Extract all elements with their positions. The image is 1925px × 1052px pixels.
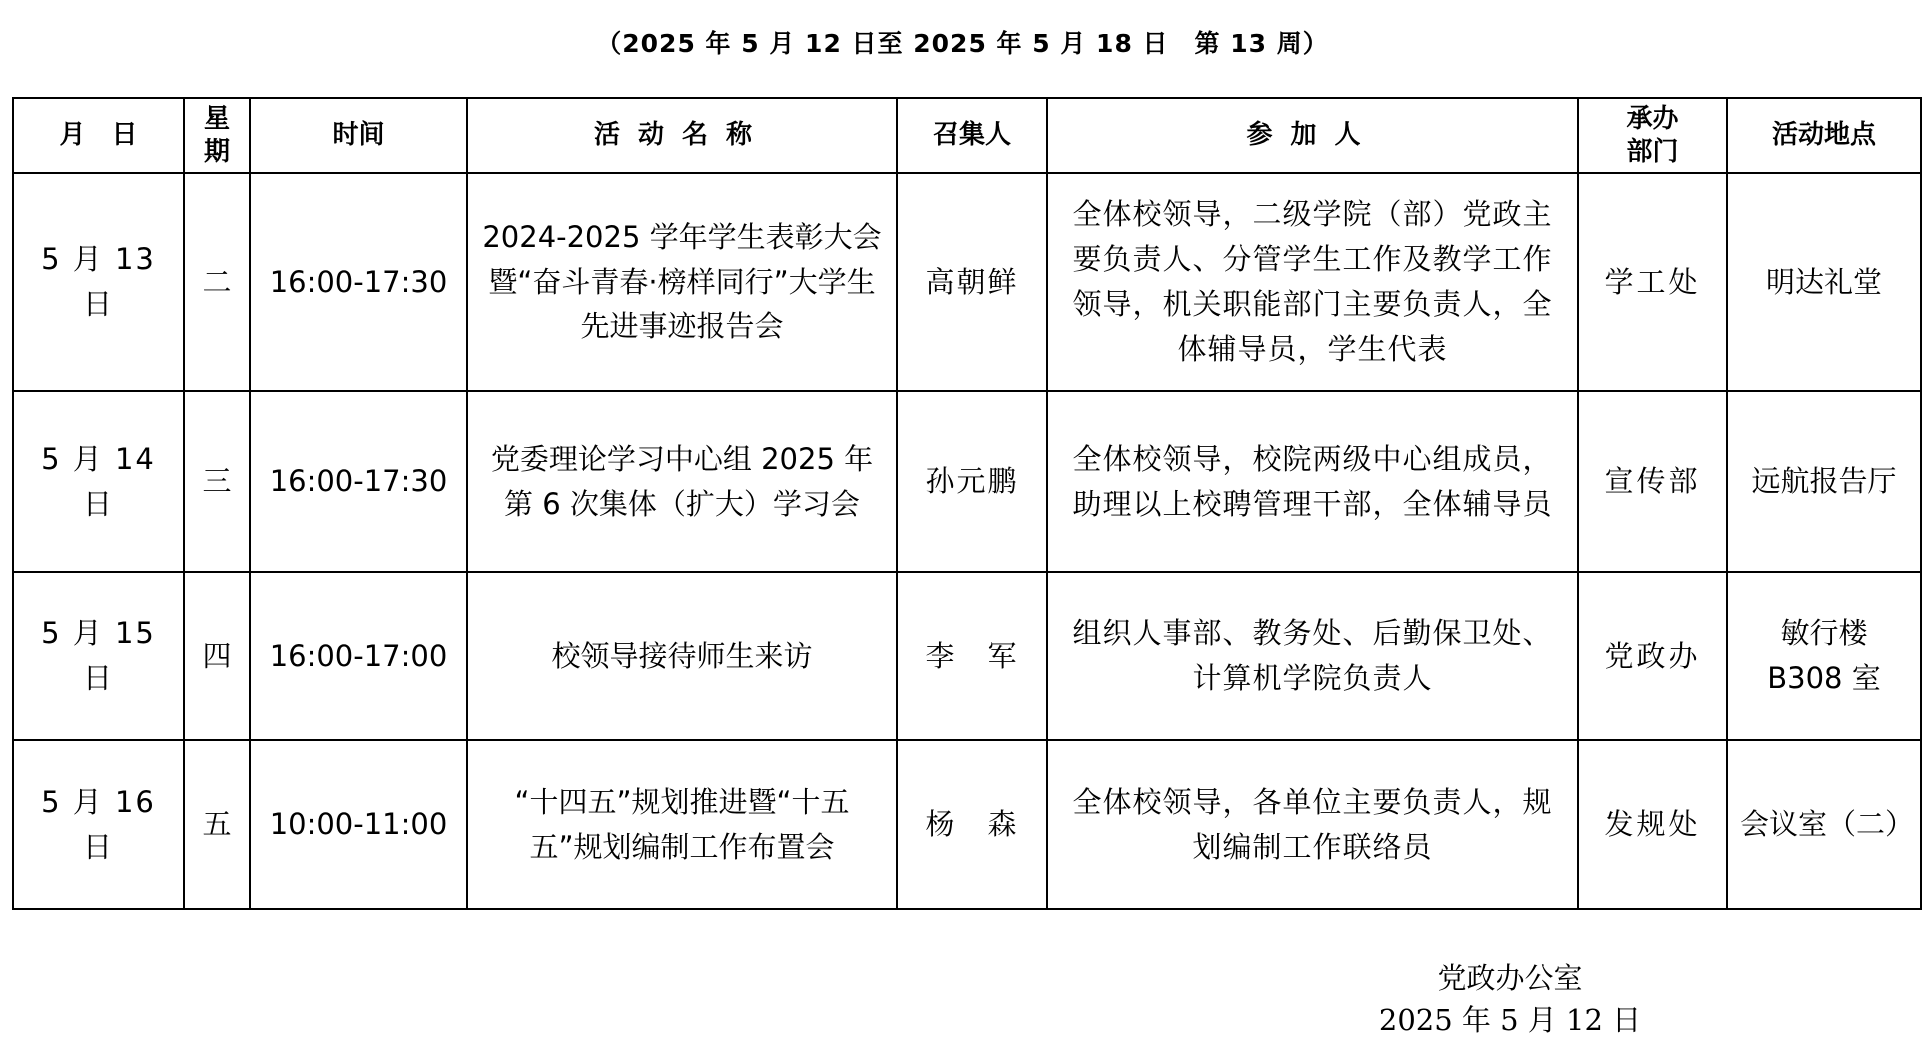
row-date: 5 月 15 日 xyxy=(13,572,184,740)
row-location: 明达礼堂 xyxy=(1727,173,1921,391)
issuer-name: 党政办公室 xyxy=(1437,961,1583,995)
row-department: 学工处 xyxy=(1578,173,1727,391)
row-department: 宣传部 xyxy=(1578,391,1727,572)
row-time: 10:00-11:00 xyxy=(250,740,467,909)
row-weekday: 二 xyxy=(184,173,250,391)
row-activity: 党委理论学习中心组 2025 年第 6 次集体（扩大）学习会 xyxy=(467,391,897,572)
table-row xyxy=(13,740,1921,909)
issue-date: 2025 年 5 月 12 日 xyxy=(1378,1003,1642,1037)
table-row xyxy=(13,173,1921,391)
table-row xyxy=(13,572,1921,740)
row-participants: 全体校领导，各单位主要负责人，规划编制工作联络员 xyxy=(1047,740,1578,909)
row-convener: 高朝鲜 xyxy=(897,173,1047,391)
row-participants: 组织人事部、教务处、后勤保卫处、计算机学院负责人 xyxy=(1047,572,1578,740)
row-weekday: 五 xyxy=(184,740,250,909)
header-activity: 活动名称 xyxy=(467,98,897,173)
row-convener: 李 军 xyxy=(897,572,1047,740)
header-participants: 参加人 xyxy=(1047,98,1578,173)
table-row xyxy=(13,391,1921,572)
row-location: 敏行楼 B308 室 xyxy=(1727,572,1921,740)
row-participants: 全体校领导，二级学院（部）党政主要负责人、分管学生工作及教学工作领导，机关职能部门主要负责人，全体辅导员，学生代表 xyxy=(1047,173,1578,391)
row-activity: “十四五”规划推进暨“十五五”规划编制工作布置会 xyxy=(467,740,897,909)
row-participants: 全体校领导，校院两级中心组成员，助理以上校聘管理干部，全体辅导员 xyxy=(1047,391,1578,572)
row-convener: 孙元鹏 xyxy=(897,391,1047,572)
row-activity: 校领导接待师生来访 xyxy=(467,572,897,740)
row-time: 16:00-17:30 xyxy=(250,391,467,572)
header-date: 月 日 xyxy=(13,98,184,173)
schedule-table xyxy=(12,97,1922,910)
header-row xyxy=(13,98,1921,173)
row-date: 5 月 13 日 xyxy=(13,173,184,391)
row-department: 党政办 xyxy=(1578,572,1727,740)
row-location: 会议室（二） xyxy=(1727,740,1921,909)
row-department: 发规处 xyxy=(1578,740,1727,909)
row-convener: 杨 森 xyxy=(897,740,1047,909)
row-date: 5 月 14 日 xyxy=(13,391,184,572)
row-date: 5 月 16 日 xyxy=(13,740,184,909)
row-time: 16:00-17:30 xyxy=(250,173,467,391)
header-time: 时间 xyxy=(250,98,467,173)
header-convener: 召集人 xyxy=(897,98,1047,173)
row-weekday: 三 xyxy=(184,391,250,572)
row-weekday: 四 xyxy=(184,572,250,740)
header-weekday: 星期 xyxy=(184,98,250,173)
row-location: 远航报告厅 xyxy=(1727,391,1921,572)
schedule-subtitle: （2025 年 5 月 12 日至 2025 年 5 月 18 日 第 13 周） xyxy=(596,29,1329,58)
row-activity: 2024-2025 学年学生表彰大会暨“奋斗青春·榜样同行”大学生先进事迹报告会 xyxy=(467,173,897,391)
header-department: 承办部门 xyxy=(1578,98,1727,173)
header-location: 活动地点 xyxy=(1727,98,1921,173)
row-time: 16:00-17:00 xyxy=(250,572,467,740)
